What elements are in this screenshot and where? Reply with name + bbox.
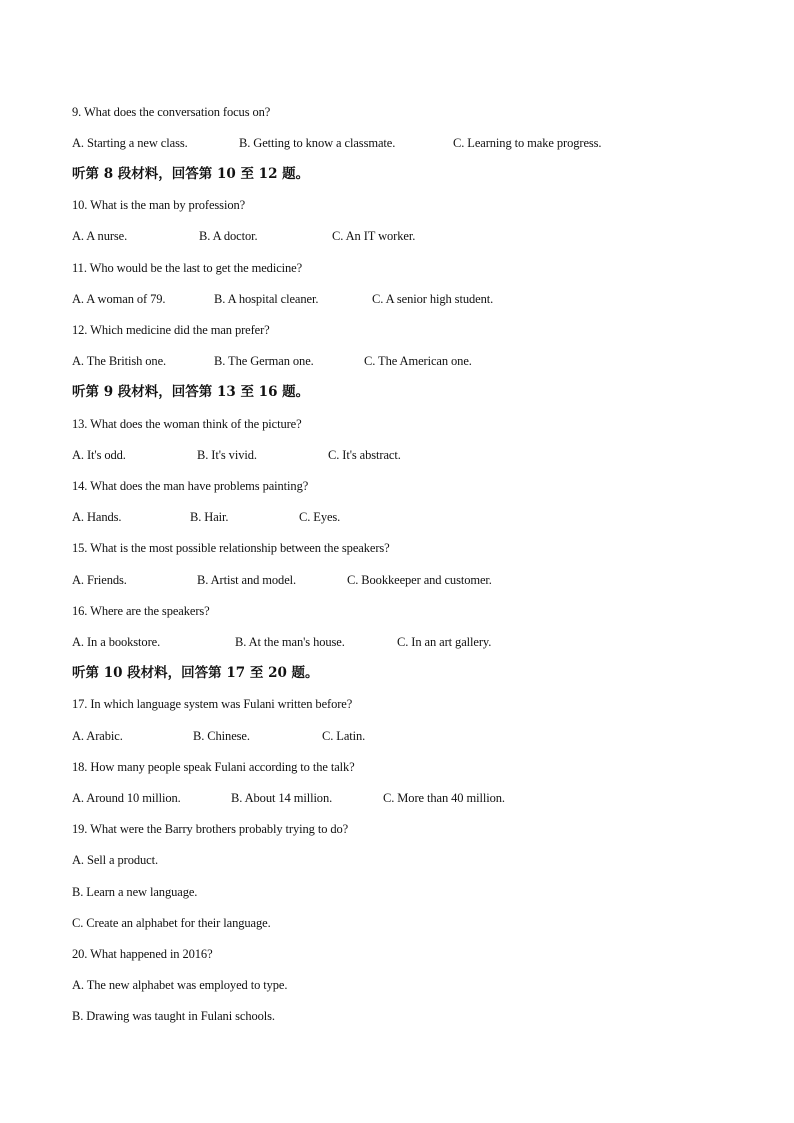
option-a: A. Around 10 million. bbox=[72, 791, 181, 805]
options-15 bbox=[72, 572, 492, 588]
option-c: C. An IT worker. bbox=[332, 229, 416, 243]
option-b: B. Artist and model. bbox=[197, 573, 297, 587]
option-b: B. Chinese. bbox=[193, 729, 250, 743]
option-a: A. A nurse. bbox=[72, 229, 128, 243]
option-b: B. About 14 million. bbox=[231, 791, 333, 805]
question-20: 20. What happened in 2016? bbox=[72, 947, 213, 961]
option-b: B. Getting to know a classmate. bbox=[239, 136, 396, 150]
option-a: A. Arabic. bbox=[72, 729, 123, 743]
option-19-a: A. Sell a product. bbox=[72, 853, 159, 867]
question-11: 11. Who would be the last to get the medicine? bbox=[72, 261, 303, 275]
options-17 bbox=[72, 728, 366, 744]
question-17: 17. In which language system was Fulani written before? bbox=[72, 697, 353, 711]
option-b: B. A hospital cleaner. bbox=[214, 292, 319, 306]
option-c: C. Bookkeeper and customer. bbox=[347, 573, 492, 587]
option-c: C. Learning to make progress. bbox=[453, 136, 602, 150]
option-a: A. Hands. bbox=[72, 510, 122, 524]
question-12: 12. Which medicine did the man prefer? bbox=[72, 323, 270, 337]
options-11 bbox=[72, 291, 494, 307]
option-19-b: B. Learn a new language. bbox=[72, 885, 198, 899]
option-20-b: B. Drawing was taught in Fulani schools. bbox=[72, 1009, 275, 1023]
options-9 bbox=[72, 135, 602, 151]
question-14: 14. What does the man have problems painting? bbox=[72, 479, 309, 493]
option-a: A. Starting a new class. bbox=[72, 136, 188, 150]
section-heading-8: 听第 8 段材料，回答第 10 至 12 题。 bbox=[72, 166, 310, 182]
section-heading-9: 听第 9 段材料，回答第 13 至 16 题。 bbox=[72, 384, 310, 400]
option-a: A. The British one. bbox=[72, 354, 167, 368]
option-b: B. The German one. bbox=[214, 354, 314, 368]
options-18 bbox=[72, 790, 505, 806]
question-10: 10. What is the man by profession? bbox=[72, 198, 246, 212]
option-a: A. Friends. bbox=[72, 573, 127, 587]
option-c: C. A senior high student. bbox=[372, 292, 494, 306]
options-12 bbox=[72, 353, 472, 369]
option-19-c: C. Create an alphabet for their language. bbox=[72, 916, 271, 930]
question-15: 15. What is the most possible relationship between the speakers? bbox=[72, 541, 390, 555]
question-16: 16. Where are the speakers? bbox=[72, 604, 210, 618]
section-heading-10: 听第 10 段材料，回答第 17 至 20 题。 bbox=[72, 665, 319, 681]
option-20-a: A. The new alphabet was employed to type. bbox=[72, 978, 288, 992]
question-9: 9. What does the conversation focus on? bbox=[72, 105, 271, 119]
option-c: C. Eyes. bbox=[299, 510, 341, 524]
option-a: A. It's odd. bbox=[72, 448, 126, 462]
question-13: 13. What does the woman think of the picture? bbox=[72, 417, 302, 431]
question-19: 19. What were the Barry brothers probably trying to do? bbox=[72, 822, 349, 836]
option-b: B. At the man's house. bbox=[235, 635, 345, 649]
option-a: A. In a bookstore. bbox=[72, 635, 161, 649]
option-c: C. Latin. bbox=[322, 729, 366, 743]
option-b: B. It's vivid. bbox=[197, 448, 257, 462]
option-b: B. Hair. bbox=[190, 510, 229, 524]
options-13 bbox=[72, 447, 401, 463]
options-16 bbox=[72, 634, 492, 650]
option-c: C. In an art gallery. bbox=[397, 635, 492, 649]
option-a: A. A woman of 79. bbox=[72, 292, 166, 306]
options-10 bbox=[72, 228, 416, 244]
option-c: C. More than 40 million. bbox=[383, 791, 505, 805]
option-b: B. A doctor. bbox=[199, 229, 258, 243]
option-c: C. The American one. bbox=[364, 354, 472, 368]
question-18: 18. How many people speak Fulani according to the talk? bbox=[72, 760, 355, 774]
option-c: C. It's abstract. bbox=[328, 448, 401, 462]
options-14 bbox=[72, 509, 341, 525]
